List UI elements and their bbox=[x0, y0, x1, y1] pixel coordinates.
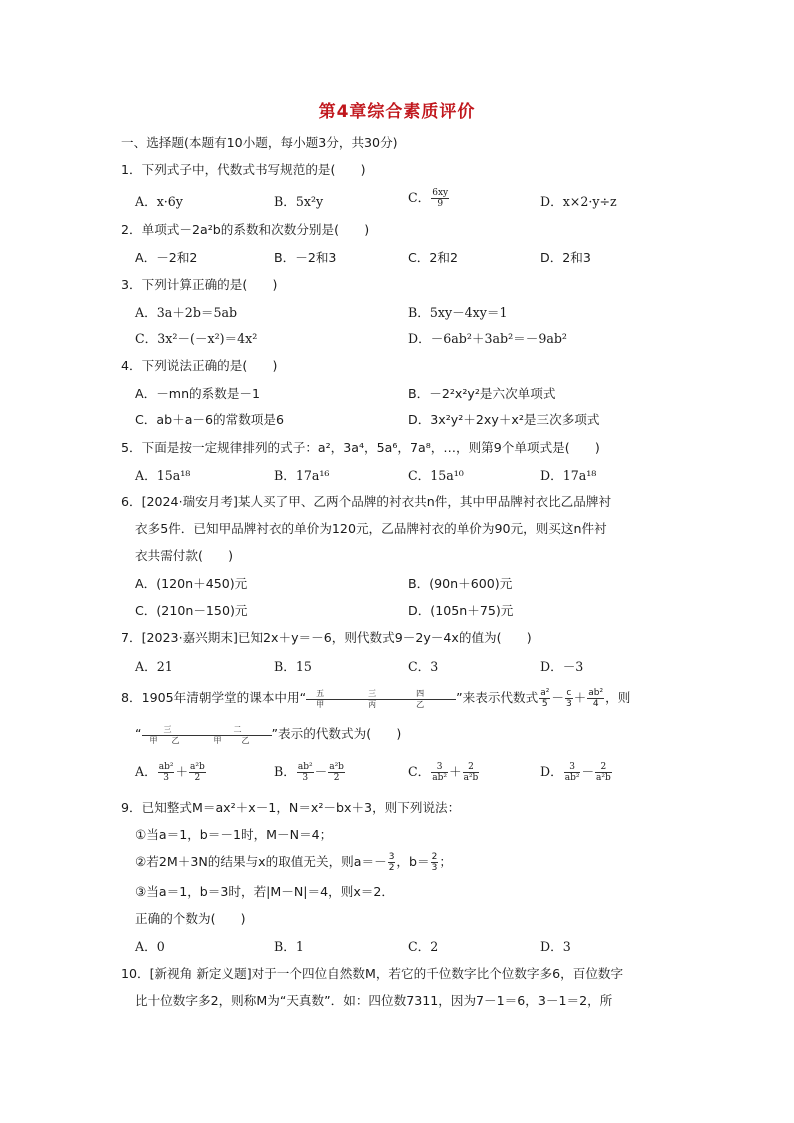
q5-option-d: D．17a¹⁸ bbox=[540, 468, 597, 483]
q1-option-a: A．x·6y bbox=[135, 194, 183, 209]
q9-s2-text-a: ②若2M＋3N的结果与x的取值无关，则a＝－ bbox=[135, 854, 387, 869]
q8-f1-num: a² bbox=[540, 688, 550, 698]
q8-d-n1: 3 bbox=[564, 762, 581, 773]
q6-option-c: C．(210n－150)元 bbox=[135, 603, 248, 618]
q8-d-d1: ab² bbox=[564, 773, 580, 783]
q10-line-1: 10．[新视角 新定义题]对于一个四位自然数M，若它的千位数字比个位数字多6，百位数字 bbox=[121, 966, 624, 981]
q4-option-b: B．－2²x²y²是六次单项式 bbox=[408, 386, 556, 401]
q6-option-b: B．(90n＋600)元 bbox=[408, 576, 513, 591]
q8-c-n1: 3 bbox=[431, 762, 448, 773]
q8-rod-numeral-2 bbox=[142, 725, 272, 745]
q8-c-frac-2 bbox=[463, 762, 480, 783]
q8-a-frac-1 bbox=[158, 762, 175, 783]
rod2-bottom-1: 甲 bbox=[149, 735, 158, 745]
q9-s2-frac-2 bbox=[431, 852, 439, 873]
q8-d-d2: a²b bbox=[596, 773, 611, 783]
q4-option-a: A．－mn的系数是－1 bbox=[135, 386, 261, 401]
q4-option-d: D．3x²y²＋2xy＋x²是三次多项式 bbox=[408, 412, 600, 427]
q8-option-a: A． $\frac{\text{ab²}}{3}$ ＋ $\frac{\text{a²b}}{2}$ bbox=[135, 762, 205, 783]
q7-stem: 7．[2023·嘉兴期末]已知2x＋y＝－6，则代数式9－2y－4x的值为( ) bbox=[121, 630, 532, 645]
q3-stem: 3．下列计算正确的是( ) bbox=[121, 277, 278, 292]
q9-statement-4: 正确的个数为( ) bbox=[135, 911, 246, 926]
q8-b-n2: a²b bbox=[329, 762, 344, 772]
q8-f3-num: ab² bbox=[588, 688, 604, 698]
q8-f2-den: 3 bbox=[565, 699, 572, 709]
rod2-top-1: 三 bbox=[163, 724, 172, 734]
q6-line-3: 衣共需付款( ) bbox=[135, 548, 233, 563]
q9-statement-1: ①当a＝1，b＝－1时，M－N＝4； bbox=[135, 827, 333, 842]
q8-c-d2: a²b bbox=[463, 773, 479, 783]
q7-option-a: A．21 bbox=[135, 659, 173, 674]
q1-option-c-label: C． bbox=[408, 190, 431, 205]
q1-option-c-fraction bbox=[431, 188, 449, 209]
q9-option-c: C．2 bbox=[408, 939, 439, 954]
q8-d-n2: 2 bbox=[595, 762, 612, 773]
q8-b-frac-2 bbox=[328, 762, 345, 783]
q1-c-numerator: 6xy bbox=[432, 188, 449, 198]
rod2-bottom-3: 甲 bbox=[213, 735, 222, 745]
q1-option-b: B．5x²y bbox=[274, 194, 324, 209]
q9-statement-3: ③当a＝1，b＝3时，若|M－N|＝4，则x＝2． bbox=[135, 884, 394, 899]
q7-option-b: B．15 bbox=[274, 659, 312, 674]
q8-b-n1: ab² bbox=[297, 762, 313, 772]
page-title: 第4章综合素质评价 bbox=[318, 102, 476, 122]
q8-f1-den: 5 bbox=[541, 699, 548, 709]
q9-s2-n2: 2 bbox=[431, 852, 438, 862]
q9-s2-text-b: ，b＝ bbox=[396, 854, 430, 869]
q5-stem: 5．下面是按一定规律排列的式子：a²，3a⁴，5a⁶，7a⁸，…，则第9个单项式是( ) bbox=[121, 440, 600, 455]
q8-a-label: A． bbox=[135, 764, 157, 779]
q8-d-frac-2 bbox=[595, 762, 612, 783]
q8-b-d1: 3 bbox=[302, 773, 309, 783]
rod1-bottom-3: 乙 bbox=[416, 699, 425, 709]
q8-fraction-1 bbox=[539, 688, 550, 709]
q3-option-c: C．3x²－(－x²)＝4x² bbox=[135, 331, 258, 346]
q1-stem: 1．下列式子中，代数式书写规范的是( ) bbox=[121, 162, 366, 177]
rod2-bottom-2: 乙 bbox=[171, 735, 180, 745]
q8-a-n2: a²b bbox=[190, 762, 205, 772]
q8-line-2-text-a: “ bbox=[135, 726, 142, 741]
q9-s2-d2: 3 bbox=[431, 863, 438, 873]
q8-f3-den: 4 bbox=[592, 699, 599, 709]
q8-f2-num: c bbox=[566, 688, 572, 698]
q9-option-a: A．0 bbox=[135, 939, 165, 954]
q8-rod-numeral-1 bbox=[306, 689, 456, 709]
q8-b-d2: 2 bbox=[333, 773, 340, 783]
q9-s2-d1: 2 bbox=[388, 863, 395, 873]
q9-option-d: D．3 bbox=[540, 939, 571, 954]
q5-option-c: C．15a¹⁰ bbox=[408, 468, 464, 483]
q8-a-frac-2 bbox=[189, 762, 206, 783]
q8-c-label: C． bbox=[408, 764, 431, 779]
q8-d-frac-1 bbox=[564, 762, 581, 783]
q1-option-d: D．x×2·y÷z bbox=[540, 194, 617, 209]
q8-b-label: B． bbox=[274, 764, 296, 779]
q8-option-b: B． $\frac{\text{ab²}}{3}$ － $\frac{\text{a²b}}{2}$ bbox=[274, 762, 344, 783]
q8-fraction-3 bbox=[587, 688, 604, 709]
rod1-top-3: 四 bbox=[416, 688, 425, 698]
rod1-top-2: 三 bbox=[368, 688, 377, 698]
q2-stem: 2．单项式－2a²b的系数和次数分别是( ) bbox=[121, 222, 370, 237]
q8-option-d: D． $\frac{3}{\text{ab²}}$ － $\frac{2}{\text{a²b}}$ bbox=[540, 762, 611, 783]
q2-option-c: C．2和2 bbox=[408, 250, 459, 265]
q4-option-c: C．ab＋a－6的常数项是6 bbox=[135, 412, 284, 427]
q3-option-d: D．－6ab²＋3ab²＝－9ab² bbox=[408, 331, 567, 346]
q7-option-d: D．－3 bbox=[540, 659, 584, 674]
q4-stem: 4．下列说法正确的是( ) bbox=[121, 358, 278, 373]
q8-c-d1: ab² bbox=[432, 773, 447, 783]
q8-b-frac-1 bbox=[297, 762, 314, 783]
q5-option-b: B．17a¹⁶ bbox=[274, 468, 330, 483]
q7-option-c: C．3 bbox=[408, 659, 439, 674]
q2-option-d: D．2和3 bbox=[540, 250, 591, 265]
q9-statement-2 bbox=[135, 852, 452, 872]
q1-c-denominator: 9 bbox=[437, 199, 444, 209]
q8-c-n2: 2 bbox=[463, 762, 480, 773]
q2-option-a: A．－2和2 bbox=[135, 250, 198, 265]
q8-a-d2: 2 bbox=[194, 773, 201, 783]
q8-line-2 bbox=[135, 722, 401, 746]
q8-line-1-text-c: ，则 bbox=[605, 690, 631, 705]
q9-s2-n1: 3 bbox=[388, 852, 395, 862]
q8-line-2-text-b: ”表示的代数式为( ) bbox=[271, 726, 402, 741]
q9-s2-frac-1 bbox=[388, 852, 396, 873]
q2-option-b: B．－2和3 bbox=[274, 250, 337, 265]
q3-option-a: A．3a＋2b＝5ab bbox=[135, 305, 238, 320]
q10-line-2: 比十位数字多2，则称M为“天真数”．如：四位数7311，因为7－1＝6，3－1＝2，所 bbox=[135, 993, 613, 1008]
q1-option-c bbox=[408, 188, 450, 209]
q6-option-a: A．(120n＋450)元 bbox=[135, 576, 248, 591]
q8-d-label: D． bbox=[540, 764, 563, 779]
rod1-bottom-2: 丙 bbox=[368, 699, 377, 709]
section-heading: 一、选择题(本题有10小题，每小题3分，共30分) bbox=[121, 135, 398, 150]
q9-stem: 9．已知整式M＝ax²＋x－1，N＝x²－bx＋3，则下列说法： bbox=[121, 800, 461, 815]
q6-line-2: 衣多5件．已知甲品牌衬衣的单价为120元，乙品牌衬衣的单价为90元，则买这n件衬 bbox=[135, 521, 607, 536]
rod1-bottom-1: 甲 bbox=[316, 699, 325, 709]
q8-a-d1: 3 bbox=[163, 773, 169, 783]
rod2-bottom-4: 乙 bbox=[241, 735, 250, 745]
q9-s2-text-c: ； bbox=[439, 854, 452, 869]
rod2-top-2: 二 bbox=[233, 724, 242, 734]
q8-line-1-text-a: 8．1905年清朝学堂的课本中用“ bbox=[121, 690, 307, 705]
q9-option-b: B．1 bbox=[274, 939, 304, 954]
q3-option-b: B．5xy－4xy＝1 bbox=[408, 305, 508, 320]
q8-line-1: 8．1905年清朝学堂的课本中用“ 五 甲 三 丙 四 乙 ”来表示代数式 $\frac{\text{a²}}{5}$ － $\frac{c}{3}$ ＋ $\frac{\text{ab²}}{4}$ ，则 bbox=[121, 688, 631, 709]
q8-line-1-text-b: ”来表示代数式 bbox=[456, 690, 539, 705]
q8-a-n1: ab² bbox=[158, 762, 174, 772]
q8-c-frac-1 bbox=[431, 762, 448, 783]
q8-option-c: C． $\frac{3}{\text{ab²}}$ ＋ $\frac{2}{\text{a²b}}$ bbox=[408, 762, 479, 783]
q5-option-a: A．15a¹⁸ bbox=[135, 468, 191, 483]
q8-fraction-2 bbox=[565, 688, 573, 709]
q6-option-d: D．(105n＋75)元 bbox=[408, 603, 514, 618]
q6-line-1: 6．[2024·瑞安月考]某人买了甲、乙两个品牌的衬衣共n件，其中甲品牌衬衣比乙品牌衬 bbox=[121, 494, 612, 509]
rod1-top-1: 五 bbox=[316, 688, 325, 698]
